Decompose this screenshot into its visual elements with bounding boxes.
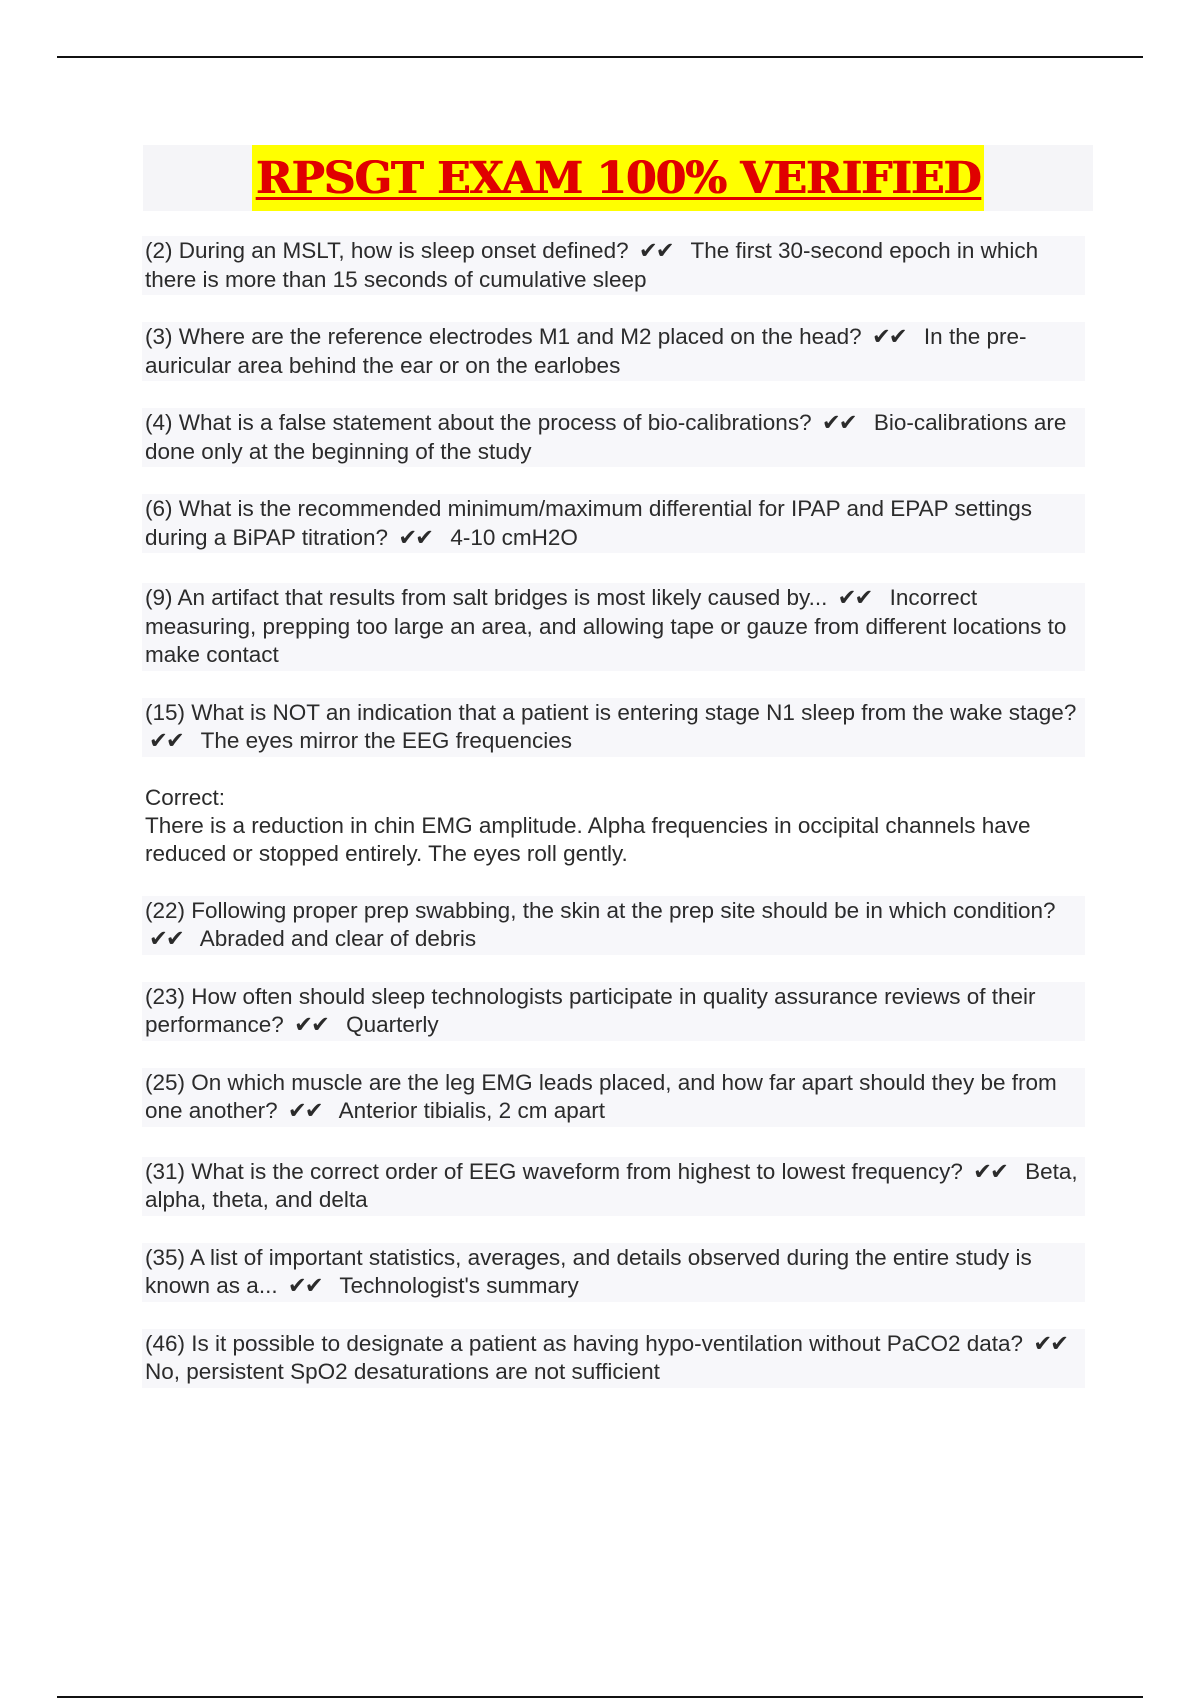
qa-item [142,408,1085,467]
qa-item [142,1243,1085,1302]
correct-note [145,784,1085,868]
correct-label: Correct: [145,784,226,810]
answer-text: 4-10 cmH2O [450,524,578,550]
answer-text: Bio-calibrations are done only at the beginning of the study [145,410,1067,464]
qa-item [142,583,1085,671]
qa-item [142,698,1085,757]
title-highlight [252,145,985,211]
answer-text: Beta, alpha, theta, and delta [145,1158,1078,1212]
title-band [143,145,1093,211]
question-text: (3) Where are the reference electrodes M1 and M2 placed on the head? [145,324,862,349]
question-text: (2) During an MSLT, how is sleep onset defined? [145,238,629,263]
question-text: (22) Following proper prep swabbing, the skin at the prep site should be in which condition? [145,897,1056,923]
check-icon: ✔✔ [398,524,433,550]
question-text: (46) Is it possible to designate a patient as having hypo-ventilation without PaCO2 data? [145,1330,1024,1356]
qa-item [142,236,1085,295]
top-rule [57,56,1143,58]
question-text: (23) How often should sleep technologists participate in quality assurance reviews of their performance? [145,983,1036,1037]
qa-item [142,494,1085,553]
question-text: (9) An artifact that results from salt bridges is most likely caused by... [145,585,828,610]
qa-item [142,322,1085,381]
answer-text: Quarterly [346,1012,439,1037]
answer-text: No, persistent SpO2 desaturations are not sufficient [145,1359,660,1384]
check-icon: ✔✔ [149,728,183,753]
question-text: (4) What is a false statement about the process of bio-calibrations? [145,410,812,435]
qa-item [142,896,1085,955]
check-icon: ✔✔ [821,410,856,435]
question-text: (15) What is NOT an indication that a patient is entering stage N1 sleep from the wake stage? [145,699,1077,725]
answer-text: Abraded and clear of debris [199,926,477,951]
answer-text: Anterior tibialis, 2 cm apart [338,1098,605,1123]
answer-text: Incorrect measuring, prepping too large an area, and allowing tape or gauze from different locations to make contact [145,585,1067,667]
check-icon: ✔✔ [837,585,872,610]
check-icon: ✔✔ [973,1158,1007,1184]
qa-item [142,1068,1085,1127]
question-text: (6) What is the recommended minimum/maximum differential for IPAP and EPAP settings during a BiPAP titration? [145,496,1033,550]
bottom-rule [57,1696,1143,1698]
check-icon: ✔✔ [287,1273,322,1298]
correct-text: There is a reduction in chin EMG amplitude. Alpha frequencies in occipital channels have reduced or stopped entirely. The eyes roll gently. [145,812,1031,866]
check-icon: ✔✔ [287,1098,322,1123]
question-text: (35) A list of important statistics, averages, and details observed during the entire study is known as a... [145,1244,1032,1298]
check-icon: ✔✔ [149,926,183,951]
answer-text: The first 30-second epoch in which there is more than 15 seconds of cumulative sleep [145,238,1039,292]
check-icon: ✔✔ [871,324,906,349]
qa-item [142,1157,1085,1216]
check-icon: ✔✔ [294,1012,328,1037]
check-icon: ✔✔ [638,238,673,263]
question-text: (31) What is the correct order of EEG waveform from highest to lowest frequency? [145,1158,963,1184]
qa-item [142,1329,1085,1388]
check-icon: ✔✔ [1033,1330,1068,1356]
qa-list [145,236,1085,1415]
answer-text: Technologist's summary [339,1273,579,1298]
answer-text: In the pre-auricular area behind the ear or on the earlobes [145,324,1027,378]
qa-item [142,982,1085,1041]
document-title: RPSGT EXAM 100% VERIFIED [255,152,981,204]
question-text: (25) On which muscle are the leg EMG leads placed, and how far apart should they be from one another? [145,1069,1057,1123]
answer-text: The eyes mirror the EEG frequencies [200,728,572,753]
